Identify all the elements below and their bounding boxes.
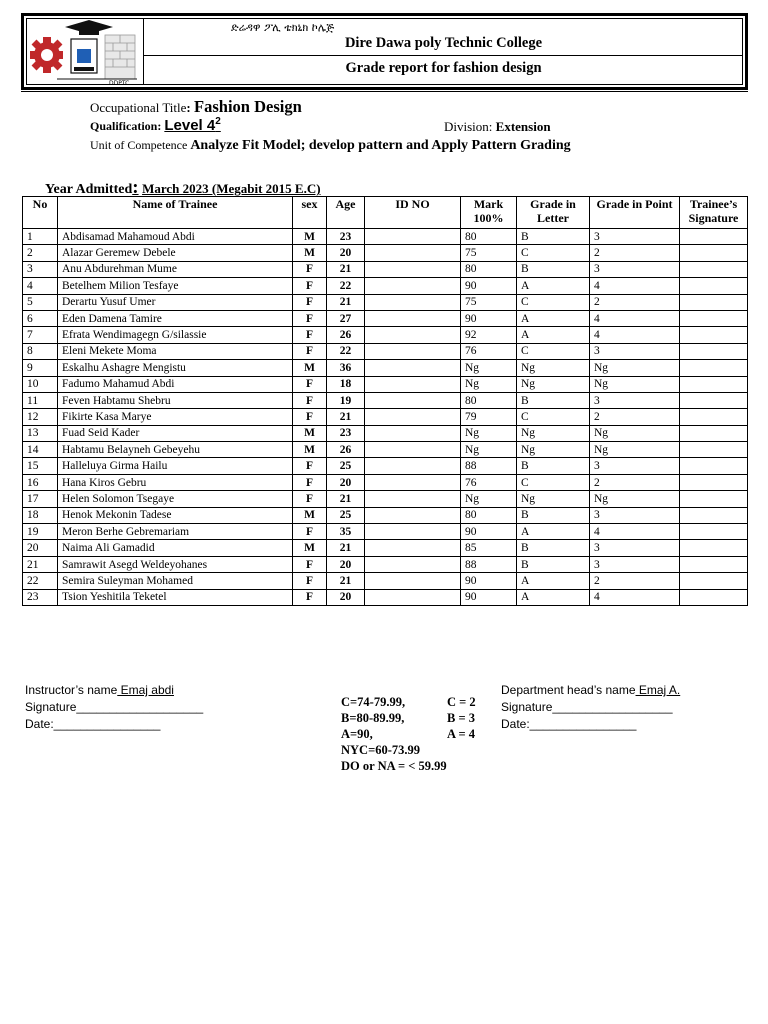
table-cell: 21	[327, 491, 365, 507]
table-cell: 80	[461, 229, 517, 245]
table-cell: F	[293, 474, 327, 490]
table-cell: F	[293, 524, 327, 540]
table-cell	[680, 343, 748, 359]
table-cell: 20	[327, 589, 365, 605]
table-cell	[365, 409, 461, 425]
table-cell: M	[293, 507, 327, 523]
table-header-row	[23, 197, 748, 229]
table-row	[23, 310, 748, 326]
table-cell: 76	[461, 474, 517, 490]
table-cell	[680, 458, 748, 474]
table-cell: A	[517, 278, 590, 294]
table-row	[23, 540, 748, 556]
table-cell	[680, 556, 748, 572]
table-cell: 25	[327, 507, 365, 523]
table-cell: Hana Kiros Gebru	[58, 474, 293, 490]
table-cell	[365, 474, 461, 490]
table-cell: 23	[327, 229, 365, 245]
table-cell	[365, 261, 461, 277]
table-row	[23, 589, 748, 605]
table-cell: Tsion Yeshitila Teketel	[58, 589, 293, 605]
table-cell: F	[293, 294, 327, 310]
department-name-value: Emaj A.	[635, 683, 681, 697]
table-cell	[680, 474, 748, 490]
table-row	[23, 491, 748, 507]
table-cell: 3	[590, 540, 680, 556]
table-cell: 23	[23, 589, 58, 605]
scale-nyc: NYC=60-73.99	[341, 743, 420, 757]
table-cell	[680, 294, 748, 310]
col-header: No	[23, 197, 58, 229]
year-label: Year Admitted	[45, 182, 133, 197]
col-header: Trainee’s Signature	[680, 197, 748, 229]
table-cell: 80	[461, 392, 517, 408]
table-cell: 22	[23, 573, 58, 589]
table-cell: Habtamu Belayneh Gebeyehu	[58, 442, 293, 458]
table-row	[23, 474, 748, 490]
table-cell	[365, 278, 461, 294]
table-cell: F	[293, 392, 327, 408]
table-cell: 3	[590, 343, 680, 359]
table-cell: 7	[23, 327, 58, 343]
table-cell	[365, 589, 461, 605]
table-cell	[365, 245, 461, 261]
department-signature-line: Signature__________________	[501, 700, 673, 714]
department-name-label: Department head’s name	[501, 683, 636, 697]
table-cell: A	[517, 589, 590, 605]
table-cell	[365, 491, 461, 507]
table-row	[23, 376, 748, 392]
table-cell: 4	[590, 589, 680, 605]
division-line	[444, 119, 551, 135]
table-cell	[680, 589, 748, 605]
table-cell: 3	[590, 229, 680, 245]
table-cell: 10	[23, 376, 58, 392]
table-cell: 21	[327, 294, 365, 310]
table-row	[23, 245, 748, 261]
table-row	[23, 327, 748, 343]
table-cell	[365, 327, 461, 343]
table-cell: 12	[23, 409, 58, 425]
table-cell: Ng	[517, 376, 590, 392]
table-cell: 8	[23, 343, 58, 359]
table-cell: Henok Mekonin Tadese	[58, 507, 293, 523]
table-cell: M	[293, 229, 327, 245]
table-cell: 1	[23, 229, 58, 245]
table-cell: A	[517, 327, 590, 343]
table-row	[23, 425, 748, 441]
table-cell: 9	[23, 360, 58, 376]
scale-a-point: A = 4	[447, 727, 475, 741]
table-cell	[365, 229, 461, 245]
table-cell: C	[517, 294, 590, 310]
table-cell: 90	[461, 310, 517, 326]
table-cell: B	[517, 507, 590, 523]
table-cell: 4	[590, 310, 680, 326]
table-cell: Fikirte Kasa Marye	[58, 409, 293, 425]
table-cell: 26	[327, 442, 365, 458]
col-header: Name of Trainee	[58, 197, 293, 229]
table-cell: B	[517, 458, 590, 474]
table-cell	[365, 294, 461, 310]
table-cell: 19	[327, 392, 365, 408]
grade-table	[22, 196, 748, 606]
table-cell: A	[517, 310, 590, 326]
table-cell	[680, 245, 748, 261]
table-cell: 20	[327, 474, 365, 490]
table-cell: 90	[461, 573, 517, 589]
table-cell: 88	[461, 556, 517, 572]
table-cell: Ng	[590, 360, 680, 376]
table-cell: Ng	[517, 442, 590, 458]
table-cell	[680, 491, 748, 507]
table-cell: Efrata Wendimagegn G/silassie	[58, 327, 293, 343]
occupational-label: Occupational Title	[90, 100, 187, 115]
report-title: Grade report for fashion design	[345, 60, 542, 76]
table-cell	[680, 425, 748, 441]
table-cell: 21	[327, 409, 365, 425]
table-cell: 4	[590, 278, 680, 294]
table-cell: Ng	[517, 491, 590, 507]
table-cell	[680, 442, 748, 458]
table-cell: Ng	[461, 442, 517, 458]
table-cell: Eleni Mekete Moma	[58, 343, 293, 359]
table-cell	[680, 310, 748, 326]
table-cell: 20	[327, 556, 365, 572]
table-row	[23, 392, 748, 408]
table-cell: F	[293, 556, 327, 572]
occupational-value: Fashion Design	[194, 97, 302, 116]
table-cell: 90	[461, 589, 517, 605]
unit-label: Unit of Competence	[90, 138, 188, 152]
table-cell: Meron Berhe Gebremariam	[58, 524, 293, 540]
amharic-title: ድሬዳዋ ፖሊ ቴክኒክ ኮሌጅ	[231, 21, 335, 34]
table-cell: Derartu Yusuf Umer	[58, 294, 293, 310]
table-cell: Ng	[461, 376, 517, 392]
table-cell: B	[517, 540, 590, 556]
table-cell: Feven Habtamu Shebru	[58, 392, 293, 408]
table-cell: 2	[590, 245, 680, 261]
table-cell: 2	[590, 573, 680, 589]
department-block	[501, 682, 680, 733]
college-name: Dire Dawa poly Technic College	[344, 35, 543, 51]
table-cell: Ng	[590, 425, 680, 441]
table-row	[23, 458, 748, 474]
table-cell: 3	[590, 507, 680, 523]
col-header: Mark 100%	[461, 197, 517, 229]
header-underline	[21, 91, 748, 92]
table-cell	[680, 540, 748, 556]
table-cell: 92	[461, 327, 517, 343]
table-cell: 11	[23, 392, 58, 408]
table-cell	[680, 229, 748, 245]
table-cell: 75	[461, 245, 517, 261]
table-row	[23, 507, 748, 523]
table-cell	[680, 409, 748, 425]
table-cell: 21	[327, 573, 365, 589]
table-cell: 3	[590, 556, 680, 572]
table-cell	[365, 425, 461, 441]
unit-value: Analyze Fit Model; develop pattern and Apply Pattern Grading	[190, 138, 571, 153]
table-cell	[365, 360, 461, 376]
table-cell: 3	[590, 261, 680, 277]
table-cell: 36	[327, 360, 365, 376]
table-cell: 88	[461, 458, 517, 474]
table-cell: 13	[23, 425, 58, 441]
table-cell: 21	[327, 540, 365, 556]
header-box	[21, 13, 748, 90]
table-cell	[680, 278, 748, 294]
table-cell: 17	[23, 491, 58, 507]
table-cell: Ng	[590, 376, 680, 392]
col-header: Grade in Letter	[517, 197, 590, 229]
table-cell: Eden Damena Tamire	[58, 310, 293, 326]
table-cell: M	[293, 360, 327, 376]
table-cell: Samrawit Asegd Weldeyohanes	[58, 556, 293, 572]
year-admitted: Year Admitted: March 2023 (Megabit 2015 E.C)	[45, 177, 321, 198]
table-cell: F	[293, 278, 327, 294]
table-cell: 26	[327, 327, 365, 343]
table-cell: C	[517, 343, 590, 359]
table-cell	[680, 261, 748, 277]
table-cell: 3	[590, 458, 680, 474]
table-cell: Abdisamad Mahamoud Abdi	[58, 229, 293, 245]
table-cell: Ng	[461, 360, 517, 376]
table-cell: Helen Solomon Tsegaye	[58, 491, 293, 507]
col-header: Grade in Point	[590, 197, 680, 229]
table-row	[23, 409, 748, 425]
table-cell	[365, 442, 461, 458]
table-cell	[680, 507, 748, 523]
table-cell	[365, 556, 461, 572]
qualification-label: Qualification:	[90, 119, 162, 133]
logo-text: DDPTC	[109, 80, 130, 87]
instructor-name-value: Emaj abdi	[117, 683, 174, 697]
table-cell: A	[517, 573, 590, 589]
table-cell: 4	[590, 524, 680, 540]
table-cell: F	[293, 327, 327, 343]
table-cell: 80	[461, 261, 517, 277]
table-cell: Halleluya Girma Hailu	[58, 458, 293, 474]
table-row	[23, 524, 748, 540]
table-cell: Anu Abdurehman Mume	[58, 261, 293, 277]
table-cell: 19	[23, 524, 58, 540]
table-cell: Ng	[590, 442, 680, 458]
table-cell: B	[517, 556, 590, 572]
table-row	[23, 556, 748, 572]
table-cell: Ng	[517, 425, 590, 441]
table-cell: F	[293, 343, 327, 359]
table-cell: 79	[461, 409, 517, 425]
table-cell: Eskalhu Ashagre Mengistu	[58, 360, 293, 376]
qualification-line	[90, 116, 221, 134]
table-cell	[365, 573, 461, 589]
table-cell: 3	[23, 261, 58, 277]
table-cell: 2	[23, 245, 58, 261]
table-cell: 25	[327, 458, 365, 474]
table-cell: 75	[461, 294, 517, 310]
table-cell	[680, 360, 748, 376]
table-cell: 90	[461, 278, 517, 294]
table-row	[23, 229, 748, 245]
table-cell: 6	[23, 310, 58, 326]
table-cell: 4	[590, 327, 680, 343]
table-cell: M	[293, 245, 327, 261]
scale-do-na: DO or NA = < 59.99	[341, 759, 447, 773]
table-cell: 14	[23, 442, 58, 458]
table-row	[23, 360, 748, 376]
instructor-block	[25, 682, 203, 733]
occupational-title-line: Occupational Title: Fashion Design	[90, 97, 302, 116]
year-value: March 2023 (Megabit 2015 E.C)	[142, 181, 321, 196]
table-cell: 4	[23, 278, 58, 294]
table-cell: 90	[461, 524, 517, 540]
table-cell	[365, 458, 461, 474]
scale-a-range: A=90,	[341, 727, 373, 741]
instructor-name-label: Instructor’s name	[25, 683, 118, 697]
table-cell: F	[293, 491, 327, 507]
table-cell: Ng	[590, 491, 680, 507]
table-cell: 3	[590, 392, 680, 408]
unit-line	[90, 138, 571, 154]
table-cell	[365, 376, 461, 392]
table-cell: 27	[327, 310, 365, 326]
table-cell: M	[293, 425, 327, 441]
table-cell: 35	[327, 524, 365, 540]
table-row	[23, 261, 748, 277]
table-cell: 2	[590, 409, 680, 425]
table-cell: 5	[23, 294, 58, 310]
qualification-value: Level $4^2$	[164, 116, 221, 134]
scale-b-range: B=80-89.99,	[341, 711, 405, 725]
table-row	[23, 442, 748, 458]
col-header: sex	[293, 197, 327, 229]
col-header: ID NO	[365, 197, 461, 229]
division-label: Division:	[444, 119, 493, 134]
table-cell: 16	[23, 474, 58, 490]
table-cell	[365, 392, 461, 408]
table-cell: 80	[461, 507, 517, 523]
table-cell: M	[293, 442, 327, 458]
table-cell: B	[517, 229, 590, 245]
table-cell: F	[293, 409, 327, 425]
table-cell: Semira Suleyman Mohamed	[58, 573, 293, 589]
grading-scale	[341, 694, 476, 774]
instructor-date-line: Date:________________	[25, 717, 161, 731]
table-cell	[680, 327, 748, 343]
table-cell: B	[517, 392, 590, 408]
table-cell: A	[517, 524, 590, 540]
table-cell: F	[293, 458, 327, 474]
table-row	[23, 573, 748, 589]
college-logo	[27, 19, 144, 87]
table-cell: 18	[23, 507, 58, 523]
table-cell: C	[517, 409, 590, 425]
table-cell	[365, 310, 461, 326]
scale-c-point: C = 2	[447, 695, 476, 709]
table-cell: 2	[590, 294, 680, 310]
table-cell: F	[293, 589, 327, 605]
table-cell: Ng	[461, 491, 517, 507]
table-cell: B	[517, 261, 590, 277]
table-cell: 18	[327, 376, 365, 392]
table-cell	[365, 524, 461, 540]
table-cell: 85	[461, 540, 517, 556]
table-cell: 21	[23, 556, 58, 572]
table-cell	[365, 507, 461, 523]
table-row	[23, 294, 748, 310]
table-cell: 76	[461, 343, 517, 359]
table-cell: C	[517, 474, 590, 490]
table-cell	[680, 573, 748, 589]
table-cell: F	[293, 261, 327, 277]
table-row	[23, 343, 748, 359]
table-cell: 21	[327, 261, 365, 277]
department-date-line: Date:________________	[501, 717, 637, 731]
table-cell	[680, 376, 748, 392]
scale-c-range: C=74-79.99,	[341, 695, 406, 709]
header-divider	[143, 55, 742, 56]
table-cell: 15	[23, 458, 58, 474]
table-cell: Naima Ali Gamadid	[58, 540, 293, 556]
table-cell: M	[293, 540, 327, 556]
table-cell: 23	[327, 425, 365, 441]
table-cell: Fadumo Mahamud Abdi	[58, 376, 293, 392]
table-cell	[680, 392, 748, 408]
table-cell: F	[293, 573, 327, 589]
table-cell: F	[293, 376, 327, 392]
table-cell: 22	[327, 278, 365, 294]
table-row	[23, 278, 748, 294]
table-cell: 22	[327, 343, 365, 359]
table-cell: 20	[327, 245, 365, 261]
table-cell	[365, 343, 461, 359]
col-header: Age	[327, 197, 365, 229]
table-cell: Betelhem Milion Tesfaye	[58, 278, 293, 294]
table-cell: 2	[590, 474, 680, 490]
table-cell: C	[517, 245, 590, 261]
table-cell	[365, 540, 461, 556]
table-cell: Alazar Geremew Debele	[58, 245, 293, 261]
scale-b-point: B = 3	[447, 711, 475, 725]
table-cell: Fuad Seid Kader	[58, 425, 293, 441]
instructor-signature-line: Signature___________________	[25, 700, 204, 714]
division-value: Extension	[495, 119, 551, 134]
table-cell: 20	[23, 540, 58, 556]
table-cell: F	[293, 310, 327, 326]
table-cell	[680, 524, 748, 540]
table-cell: Ng	[517, 360, 590, 376]
table-cell: Ng	[461, 425, 517, 441]
